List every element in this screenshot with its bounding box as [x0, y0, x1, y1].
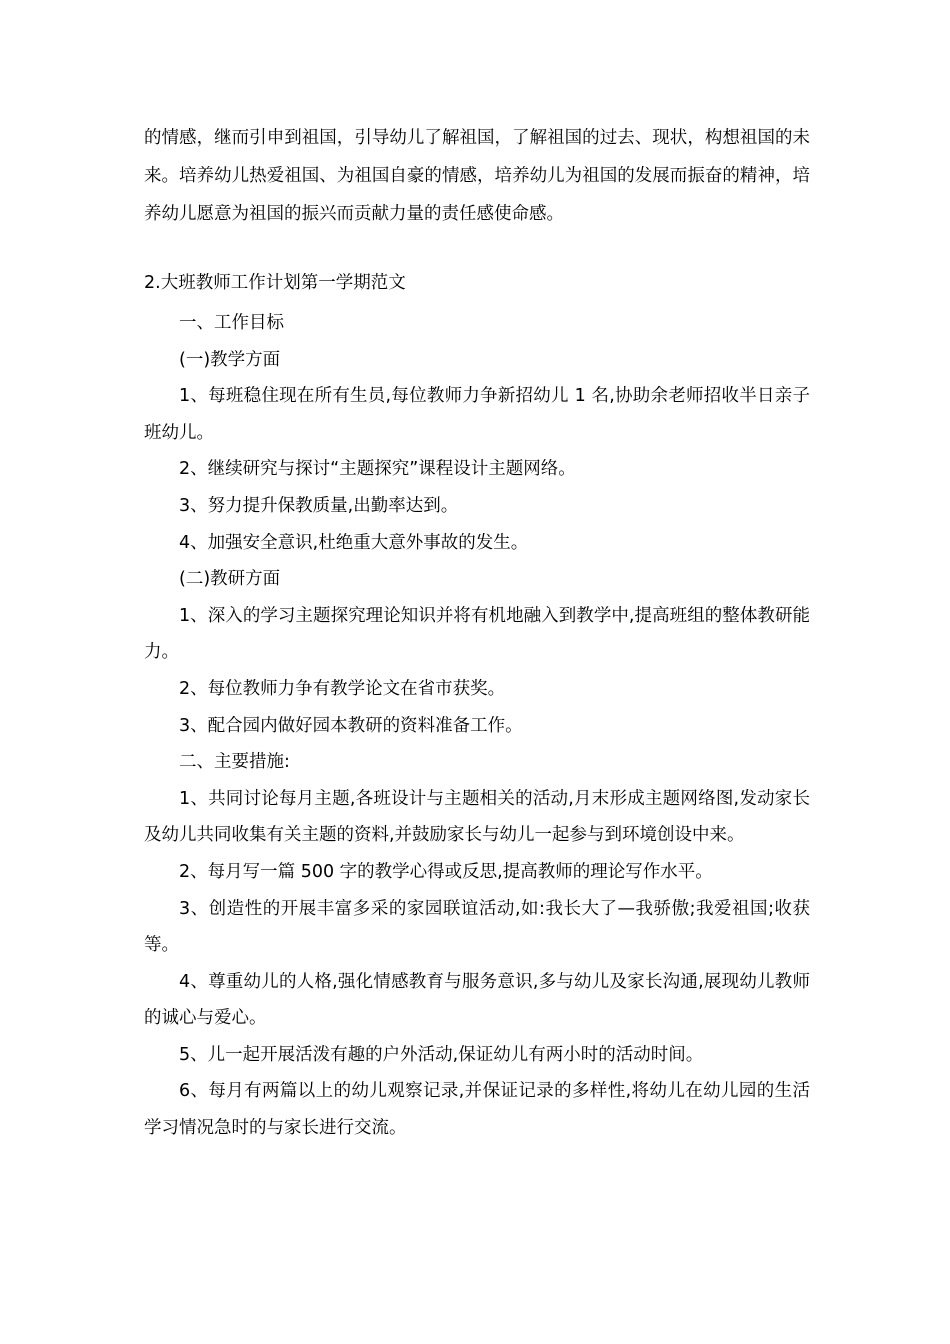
- document-body: [144, 305, 810, 1147]
- paragraph: 5、儿一起开展活泼有趣的户外活动,保证幼儿有两小时的活动时间。: [179, 1044, 704, 1065]
- subheading-research: (二)教研方面: [179, 569, 281, 590]
- paragraph: 3、配合园内做好园本教研的资料准备工作。: [179, 715, 523, 736]
- paragraph: 1、深入的学习主题探究理论知识并将有机地融入到教学中,提高班组的整体教研能力。: [144, 605, 810, 663]
- section-title: 2.大班教师工作计划第一学期范文: [144, 273, 406, 293]
- paragraph: 4、尊重幼儿的人格,强化情感教育与服务意识,多与幼儿及家长沟通,展现幼儿教师的诚心与爱心。: [144, 971, 810, 1029]
- subheading-teaching: (一)教学方面: [179, 349, 281, 370]
- paragraph: 3、创造性的开展丰富多采的家园联谊活动,如:我长大了—我骄傲;我爱祖国;收获等。: [144, 898, 810, 956]
- paragraph: 1、共同讨论每月主题,各班设计与主题相关的活动,月末形成主题网络图,发动家长及幼儿共同收集有关主题的资料,并鼓励家长与幼儿一起参与到环境创设中来。: [144, 788, 810, 846]
- paragraph: 4、加强安全意识,杜绝重大意外事故的发生。: [179, 532, 529, 553]
- heading-work-goals: 一、工作目标: [179, 313, 284, 333]
- paragraph: 3、努力提升保教质量,出勤率达到。: [179, 495, 459, 516]
- intro-block: [144, 119, 810, 233]
- paragraph: 2、每位教师力争有教学论文在省市获奖。: [179, 678, 506, 699]
- heading-main-measures: 二、主要措施:: [179, 752, 290, 773]
- intro-paragraph: 的情感，继而引申到祖国，引导幼儿了解祖国，了解祖国的过去、现状，构想祖国的未来。培养幼儿热爱祖国、为祖国自豪的情感，培养幼儿为祖国的发展而振奋的精神，培养幼儿愿意为祖国的振兴而贡献力量的责任感使命感。: [144, 128, 810, 224]
- paragraph: 2、每月写一篇 500 字的教学心得或反思,提高教师的理论写作水平。: [179, 861, 713, 882]
- paragraph: 2、继续研究与探讨“主题探究”课程设计主题网络。: [179, 459, 576, 480]
- paragraph: 6、每月有两篇以上的幼儿观察记录,并保证记录的多样性,将幼儿在幼儿园的生活学习情况急时的与家长进行交流。: [144, 1081, 810, 1139]
- paragraph: 1、每班稳住现在所有生员,每位教师力争新招幼儿 1 名,协助余老师招收半日亲子班幼儿。: [144, 386, 810, 443]
